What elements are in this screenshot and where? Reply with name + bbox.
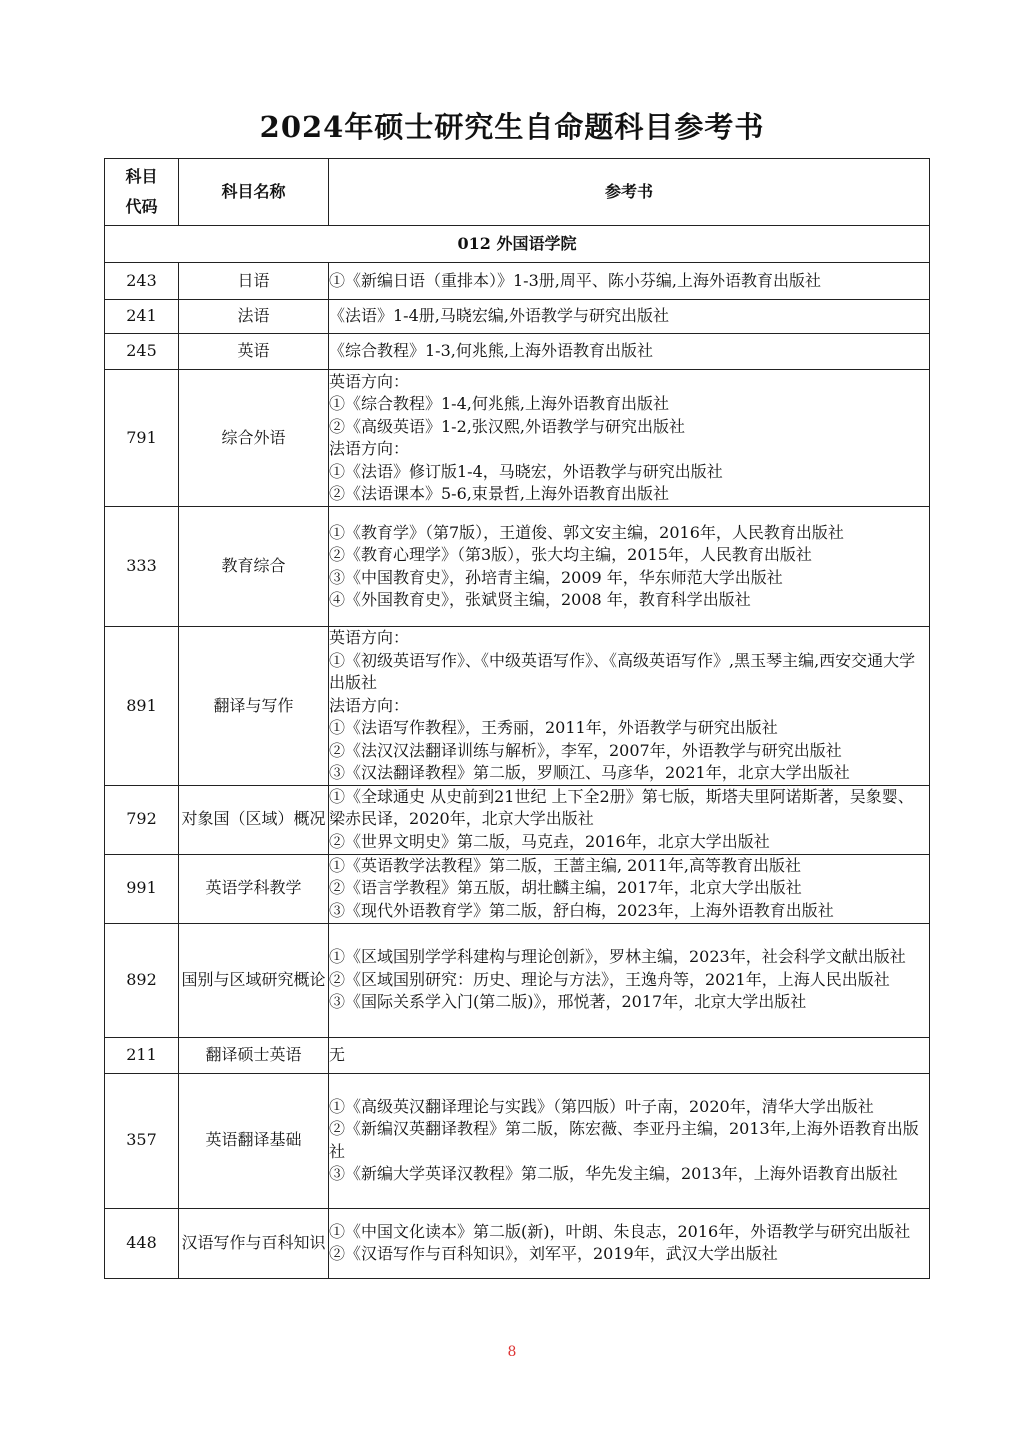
book-entry: ②《世界文明史》第二版，马克垚，2016年，北京大学出版社 (329, 831, 770, 851)
subject-code: 792 (105, 785, 179, 854)
book-entry: ①《区域国别学学科建构与理论创新》，罗林主编，2023年，社会科学文献出版社 (329, 947, 906, 967)
book-entry: 《法语》1-4册,马晓宏编,外语教学与研究出版社 (329, 306, 669, 326)
book-entry: ②《法汉汉法翻译训练与解析》，李军，2007年，外语教学与研究出版社 (329, 740, 842, 760)
reference-books (329, 300, 930, 334)
table-row (105, 507, 930, 627)
book-entry: ①《全球通史 从史前到21世纪 上下全2册》第七版，斯塔夫里阿诺斯著，吴象婴、梁赤民译，2020年，北京大学出版社 (329, 786, 914, 829)
subject-code: 241 (105, 300, 179, 334)
header-name: 科目名称 (179, 159, 329, 226)
subject-code: 245 (105, 334, 179, 370)
table-row (105, 627, 930, 786)
reference-books (329, 263, 930, 300)
subject-code: 333 (105, 507, 179, 627)
header-code: 科目 代码 (105, 159, 179, 226)
reference-books (329, 923, 930, 1037)
table-row (105, 785, 930, 854)
book-entry: ①《法语写作教程》，王秀丽，2011年，外语教学与研究出版社 (329, 718, 778, 737)
table-row (105, 300, 930, 334)
subject-name: 翻译与写作 (179, 627, 329, 786)
subject-code: 991 (105, 854, 179, 923)
subject-code: 892 (105, 923, 179, 1037)
subject-name: 国别与区域研究概论 (179, 923, 329, 1037)
subject-code: 243 (105, 263, 179, 300)
subject-name: 日语 (179, 263, 329, 300)
reference-books (329, 1073, 930, 1208)
book-entry: ②《汉语写作与百科知识》，刘军平，2019年，武汉大学出版社 (329, 1244, 778, 1263)
subject-code: 791 (105, 370, 179, 507)
book-entry: ①《初级英语写作》、《中级英语写作》、《高级英语写作》,黑玉琴主编,西安交通大学出版社 (329, 650, 916, 692)
book-entry: ①《综合教程》1-4,何兆熊,上海外语教育出版社 (329, 394, 669, 413)
reference-books (329, 1037, 930, 1073)
reference-books (329, 627, 930, 786)
book-entry: ①《高级英汉翻译理论与实践》（第四版）叶子南，2020年，清华大学出版社 (329, 1096, 874, 1116)
page-title: 2024年硕士研究生自命题科目参考书 (259, 110, 765, 144)
book-entry: ③《现代外语教育学》第二版，舒白梅，2023年，上海外语教育出版社 (329, 900, 834, 920)
subject-name: 综合外语 (179, 370, 329, 507)
book-entry: ②《法语课本》5-6,束景哲,上海外语教育出版社 (329, 484, 669, 503)
subject-code: 448 (105, 1208, 179, 1278)
subject-name: 英语 (179, 334, 329, 370)
subject-code: 891 (105, 627, 179, 786)
book-entry: ①《法语》修订版1-4，马晓宏，外语教学与研究出版社 (329, 461, 723, 481)
table-header-row (105, 159, 930, 226)
book-entry: ③《国际关系学入门(第二版)》，邢悦著，2017年，北京大学出版社 (329, 992, 807, 1012)
table-row (105, 370, 930, 507)
subject-code: 211 (105, 1037, 179, 1073)
book-entry: ②《新编汉英翻译教程》第二版，陈宏薇、李亚丹主编，2013年,上海外语教育出版社 (329, 1119, 919, 1161)
book-entry: ②《区域国别研究：历史、理论与方法》，王逸舟等，2021年，上海人民出版社 (329, 969, 890, 989)
book-entry: ①《中国文化读本》第二版(新)，叶朗、朱良志，2016年，外语教学与研究出版社 (329, 1221, 911, 1241)
book-entry: ②《语言学教程》第五版，胡壮麟主编，2017年，北京大学出版社 (329, 878, 802, 898)
book-entry: ①《英语教学法教程》第二版，王蔷主编, 2011年,高等教育出版社 (329, 855, 801, 875)
reference-books (329, 785, 930, 854)
subject-name: 法语 (179, 300, 329, 334)
subject-name: 教育综合 (179, 507, 329, 627)
table-row (105, 334, 930, 370)
book-entry: ③《新编大学英译汉教程》第二版，华先发主编，2013年，上海外语教育出版社 (329, 1164, 898, 1183)
table-row (105, 854, 930, 923)
book-entry: 无 (329, 1044, 346, 1064)
book-entry: ①《新编日语（重排本）》1-3册,周平、陈小芬编,上海外语教育出版社 (329, 270, 821, 290)
book-entry: ②《教育心理学》（第3版），张大均主编，2015年，人民教育出版社 (329, 545, 812, 564)
department-row (105, 226, 930, 263)
reference-books (329, 854, 930, 923)
book-entry: ④《外国教育史》，张斌贤主编，2008 年，教育科学出版社 (329, 590, 751, 609)
subject-name: 对象国（区域）概况 (179, 785, 329, 854)
table-row (105, 1037, 930, 1073)
subject-name: 英语学科教学 (179, 854, 329, 923)
table-row (105, 263, 930, 300)
reference-books (329, 1208, 930, 1278)
subject-code: 357 (105, 1073, 179, 1208)
reference-books (329, 507, 930, 627)
subject-name: 翻译硕士英语 (179, 1037, 329, 1073)
book-entry: ③《中国教育史》，孙培青主编，2009 年，华东师范大学出版社 (329, 567, 783, 587)
book-entry: 法语方向： (329, 439, 410, 458)
book-entry: ②《高级英语》1-2,张汉熙,外语教学与研究出版社 (329, 416, 685, 436)
department-name: 012 外国语学院 (105, 226, 930, 263)
reference-books (329, 370, 930, 507)
reference-table (104, 158, 930, 1279)
book-entry: 《综合教程》1-3,何兆熊,上海外语教育出版社 (329, 341, 653, 361)
subject-name: 汉语写作与百科知识 (179, 1208, 329, 1278)
reference-books (329, 334, 930, 370)
page-number: 8 (507, 1344, 517, 1360)
header-books: 参考书 (329, 159, 930, 226)
book-entry: ③《汉法翻译教程》第二版，罗顺江、马彦华，2021年，北京大学出版社 (329, 763, 850, 782)
book-entry: ①《教育学》（第7版），王道俊、郭文安主编，2016年，人民教育出版社 (329, 522, 844, 542)
table-row (105, 923, 930, 1037)
table-row (105, 1073, 930, 1208)
subject-name: 英语翻译基础 (179, 1073, 329, 1208)
book-entry: 法语方向： (329, 695, 410, 715)
book-entry: 英语方向： (329, 371, 410, 391)
table-row (105, 1208, 930, 1278)
book-entry: 英语方向： (329, 628, 410, 647)
